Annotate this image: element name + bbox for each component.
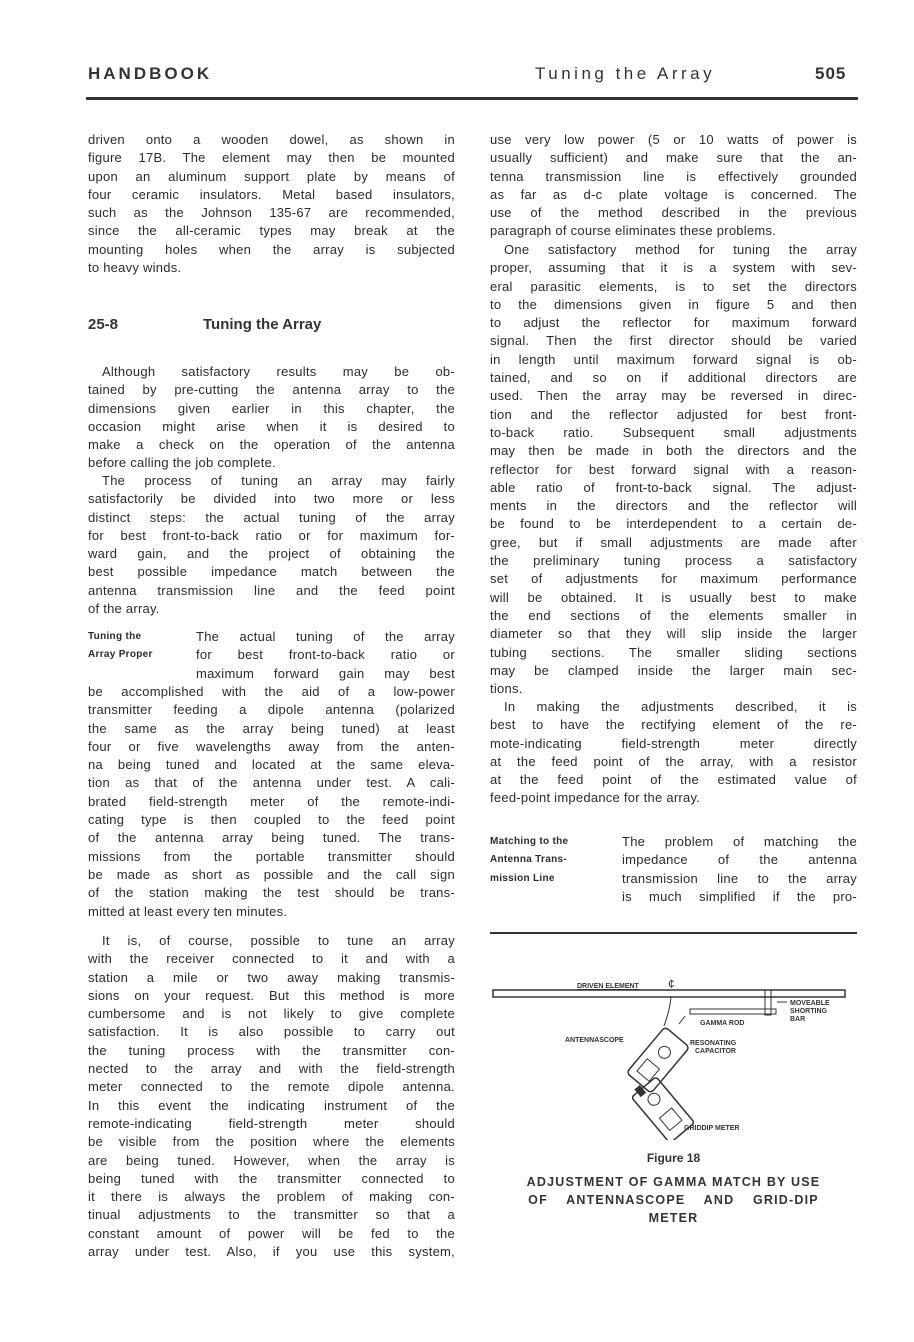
text-line: nected to the array and with the field-strength	[88, 1061, 455, 1077]
text-line: since the all-ceramic types may break at the	[88, 223, 455, 239]
text-line: of the array.	[88, 601, 160, 617]
label-resonating: RESONATING	[690, 1040, 737, 1047]
label-bar: BAR	[790, 1016, 806, 1023]
text-line: constant amount of power will be fed to the	[88, 1225, 455, 1241]
text-line: It is, of course, possible to tune an array	[102, 933, 455, 948]
text-line: meter connected to the remote dipole antenna.	[88, 1079, 455, 1095]
text-line: be found to be interdependent to a certain de-	[490, 516, 857, 532]
section-number: 25-8	[88, 316, 119, 333]
text-line: the preliminary tuning process a satisfactory	[490, 553, 857, 569]
text-line: at the feed point of the array, with a resistor	[490, 753, 857, 769]
label-griddip-meter: GRIDDIP METER	[684, 1125, 740, 1132]
centerline-symbol: ¢	[668, 977, 675, 991]
text-line: distinct steps: the actual tuning of the array	[88, 509, 455, 525]
text-line: brated field-strength meter of the remote-indi-	[88, 793, 455, 809]
paragraph	[88, 472, 455, 618]
text-line: na being tuned and located at the same eleva-	[88, 757, 455, 773]
text-line: mitted at least every ten minutes.	[88, 903, 288, 919]
text-line: transmission line to the array	[622, 870, 857, 886]
text-line: gree, but if small adjustments are made after	[490, 534, 857, 550]
text-line: the tuning process with the transmitter con-	[88, 1042, 455, 1058]
text-line: it there is always the problem of making con-	[88, 1189, 455, 1205]
paragraph	[490, 241, 857, 698]
text-line: satisfactorily be divided into two more or less	[88, 491, 455, 507]
label-capacitor: CAPACITOR	[695, 1048, 736, 1055]
text-line: tions.	[490, 681, 523, 697]
figure-18-diagram	[480, 940, 860, 1140]
text-line: array under test. Also, if you use this system,	[88, 1244, 455, 1260]
text-line: will be obtained. It is usually best to make	[490, 589, 857, 605]
header-rule	[86, 97, 858, 100]
text-line: tion as that of the antenna under test. A cali-	[88, 775, 455, 791]
figure-caption-line: METER	[648, 1211, 699, 1225]
side-heading-line: mission Line	[490, 872, 555, 884]
text-line: make a check on the operation of the antenna	[88, 437, 455, 453]
text-line: One satisfactory method for tuning the array	[504, 242, 857, 257]
page-number: 505	[815, 64, 847, 83]
label-shorting: SHORTING	[790, 1008, 827, 1015]
text-line: antenna transmission line and the feed point	[88, 582, 455, 598]
text-line: tained, and so on if additional directors are	[490, 370, 857, 386]
text-line: are being tuned. However, when the array is	[88, 1152, 455, 1168]
text-line: in length until maximum forward signal is ob-	[490, 351, 857, 367]
text-line: mounting holes when the array is subjected	[88, 241, 455, 257]
label-antennascope: ANTENNASCOPE	[565, 1037, 624, 1044]
text-line: at the feed point of the estimated value of	[490, 772, 857, 788]
text-line: as far as d-c plate voltage is concerned. The	[490, 186, 857, 202]
text-line: proper, assuming that it is a system with sev-	[490, 260, 857, 276]
text-line: figure 17B. The element may then be mounted	[88, 150, 455, 166]
text-line: dimensions given earlier in this chapter, the	[88, 400, 455, 416]
text-line: tubing sections. The smaller sliding sections	[490, 644, 857, 660]
text-line: sions on your request. But this method is more	[88, 987, 455, 1003]
side-heading-line: Tuning the	[88, 631, 142, 642]
text-line: maximum forward gain may best	[196, 665, 455, 681]
text-line: best possible impedance match between the	[88, 564, 455, 580]
label-gamma-rod: GAMMA ROD	[700, 1020, 745, 1027]
text-line: such as the Johnson 135-67 are recommended,	[88, 205, 455, 221]
text-line: cumbersome and is not likely to give complete	[88, 1006, 455, 1022]
antennascope-drawing	[626, 1027, 689, 1094]
figure-rule	[490, 932, 857, 934]
side-heading	[88, 628, 153, 665]
gamma-rod	[690, 1009, 776, 1014]
text-line: being tuned with the transmitter connected to	[88, 1170, 455, 1186]
text-line: ward gain, and the project of obtaining the	[88, 546, 455, 562]
text-line: may be clamped inside the larger main sec-	[490, 662, 857, 678]
text-line: be accomplished with the aid of a low-power	[88, 684, 455, 699]
paragraph	[622, 833, 857, 906]
text-line: tion and the reflector adjusted for best front-	[490, 406, 857, 422]
text-line: driven onto a wooden dowel, as shown in	[88, 132, 455, 147]
text-line: ments in the directors and the reflector will	[490, 498, 857, 514]
paragraph	[490, 131, 857, 241]
text-line: may then be made in both the directors and the	[490, 443, 857, 459]
figure-caption-line: ADJUSTMENT OF GAMMA MATCH BY USE	[526, 1175, 821, 1189]
text-line: be visible from the position where the elements	[88, 1134, 455, 1150]
text-line: remote-indicating field-strength meter should	[88, 1115, 455, 1131]
text-line: cating type is then coupled to the feed point	[88, 812, 455, 828]
section-title: Tuning the Array	[203, 316, 322, 333]
text-line: In this event the indicating instrument of the	[88, 1097, 455, 1113]
text-line: to the dimensions given in figure 5 and then	[490, 296, 857, 312]
text-line: Although satisfactory results may be ob-	[102, 364, 455, 379]
text-line: The problem of matching the	[622, 834, 857, 849]
figure-caption-line: OF ANTENNASCOPE AND GRID-DIP	[528, 1193, 819, 1207]
text-line: reflector for best forward signal with a reason-	[490, 461, 857, 477]
paragraph	[196, 628, 455, 683]
driven-element	[493, 990, 845, 997]
paragraph	[88, 683, 455, 921]
text-line: for best front-to-back ratio or for maximum for-	[88, 527, 455, 543]
side-heading-line: Matching to the	[490, 836, 569, 847]
text-line: tained by pre-cutting the antenna array to the	[88, 382, 455, 398]
text-line: transmitter feeding a dipole antenna (polarized	[88, 702, 455, 718]
label-moveable: MOVEABLE	[790, 1000, 830, 1007]
side-heading-line: Antenna Trans-	[490, 854, 567, 866]
text-line: upon an aluminum support plate by means of	[88, 168, 455, 184]
text-line: satisfaction. It is also possible to carry out	[88, 1024, 455, 1040]
side-heading-line: Array Proper	[88, 649, 153, 661]
label-driven-element: DRIVEN ELEMENT	[577, 983, 639, 990]
running-head-chapter: Tuning the Array	[535, 64, 716, 83]
text-line: four ceramic insulators. Metal based insulators,	[88, 186, 455, 202]
paragraph	[88, 363, 455, 473]
text-line: mote-indicating field-strength meter directly	[490, 735, 857, 751]
text-line: The actual tuning of the array	[196, 629, 455, 644]
text-line: with the receiver connected to it and with a	[88, 951, 455, 967]
running-head-book: HANDBOOK	[88, 64, 213, 83]
text-line: missions from the portable transmitter should	[88, 848, 455, 864]
text-line: eral parasitic elements, is to set the directors	[490, 278, 857, 294]
text-line: four or five wavelengths away from the anten-	[88, 738, 455, 754]
text-line: diameter so that they will slip inside the larger	[490, 626, 857, 642]
text-line: is much simplified if the pro-	[622, 888, 857, 904]
text-line: feed-point impedance for the array.	[490, 790, 701, 806]
text-line: of the antenna array being tuned. The trans-	[88, 830, 455, 846]
text-line: to-back ratio. Subsequent small adjustments	[490, 424, 857, 440]
paragraph	[490, 698, 857, 808]
shorting-bar	[765, 990, 771, 1015]
text-line: tenna transmission line is effectively grounded	[490, 168, 857, 184]
side-heading	[490, 833, 568, 888]
text-line: tinual adjustments to the transmitter so that a	[88, 1207, 455, 1223]
text-line: the end sections of the elements smaller in	[490, 607, 857, 623]
figure-number: Figure 18	[646, 1151, 701, 1165]
text-line: occasion might arise when it is desired to	[88, 418, 455, 434]
text-line: for best front-to-back ratio or	[196, 647, 455, 663]
paragraph	[88, 931, 455, 1260]
text-line: impedance of the antenna	[622, 852, 857, 868]
text-line: In making the adjustments described, it is	[504, 699, 857, 714]
text-line: set of adjustments for maximum performance	[490, 571, 857, 587]
text-line: able ratio of front-to-back signal. The adjust-	[490, 479, 857, 495]
text-line: be made as short as possible and the call sign	[88, 866, 455, 882]
text-line: use of the method described in the previous	[490, 205, 857, 221]
text-line: before calling the job complete.	[88, 455, 276, 471]
text-line: to adjust the reflector for maximum forward	[490, 315, 857, 331]
text-line: of the station making the test should be trans-	[88, 885, 455, 901]
text-line: best to have the rectifying element of the re-	[490, 717, 857, 733]
paragraph	[88, 131, 455, 277]
text-line: paragraph of course eliminates these problems.	[490, 223, 777, 239]
text-line: used. Then the array may be reversed in direc-	[490, 388, 857, 404]
text-line: signal. Then the first director should be varied	[490, 333, 857, 349]
text-line: station a mile or two away making transmis-	[88, 969, 455, 985]
text-line: the same as the array being tuned) at least	[88, 720, 455, 736]
text-line: usually sufficient) and make sure that the an-	[490, 150, 857, 166]
text-line: The process of tuning an array may fairly	[102, 473, 455, 488]
text-line: to heavy winds.	[88, 260, 182, 276]
text-line: use very low power (5 or 10 watts of power is	[490, 132, 857, 147]
